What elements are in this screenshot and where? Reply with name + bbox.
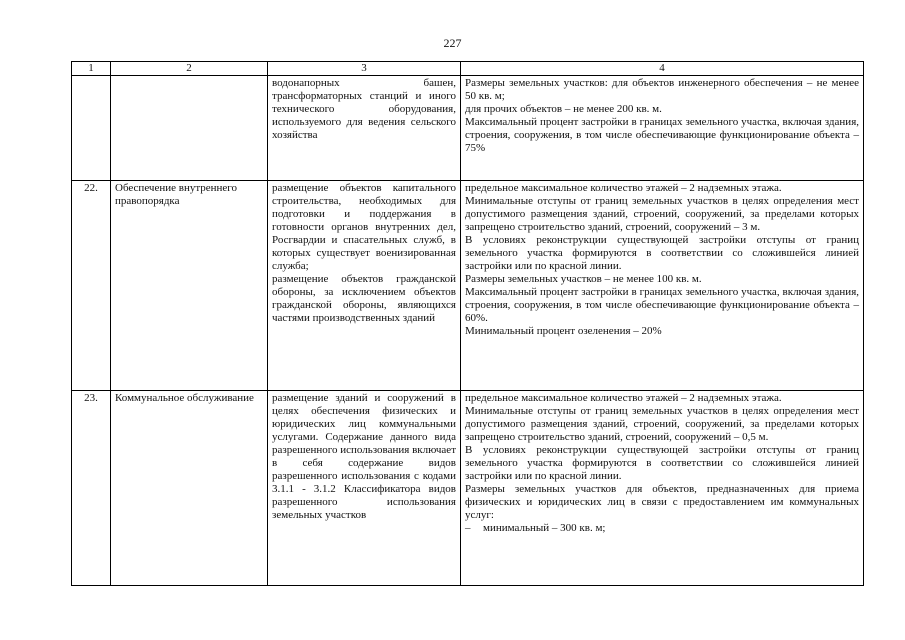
row-number <box>72 76 111 181</box>
use-parameters <box>461 391 864 586</box>
row-number: 22. <box>72 181 111 391</box>
table-row <box>72 76 864 181</box>
parameter-paragraph: Размеры земельных участков – не менее 100 кв. м. <box>465 273 702 285</box>
use-description <box>268 76 461 181</box>
row-number: 23. <box>72 391 111 586</box>
description-paragraph: размещение объектов капитального строительства, необходимых для подготовки и поддержания в готовности органов внутренних дел, Росгвардии и спасательных служб, в которых существует военизированная служба; <box>272 182 456 272</box>
use-type-name: Обеспечение внутреннего правопорядка <box>111 181 268 391</box>
description-paragraph: размещение зданий и сооружений в целях обеспечения физических и юридических лиц коммунальными услугами. Содержание данного вида разрешенного использования включает в себя содержание видов разрешенного использования с кодами 3.1.1 - 3.1.2 Классификатора видов разрешенного использования земельных участков <box>272 392 456 521</box>
parameter-paragraph: Минимальные отступы от границ земельных участков в целях определения мест допустимого размещения зданий, строений, сооружений, за пределами которых запрещено строительство зданий, строений, сооружений – 0,5 м. <box>465 405 859 443</box>
parameter-paragraph: Максимальный процент застройки в границах земельного участка, включая здания, строения, сооружения, в том числе обеспечивающие функционирование объекта – 75% <box>465 116 859 154</box>
use-parameters <box>461 76 864 181</box>
list-item <box>465 522 859 535</box>
parameter-paragraph: Минимальный процент озеленения – 20% <box>465 325 662 337</box>
header-cell-3: 3 <box>268 62 461 76</box>
list-item-text: минимальный – 300 кв. м; <box>483 522 606 534</box>
parameter-paragraph: В условиях реконструкции существующей застройки отступы от границ земельного участка формируются в соответствии со сложившейся линией застройки или по красной линии. <box>465 444 859 482</box>
header-cell-2: 2 <box>111 62 268 76</box>
parameter-paragraph: Максимальный процент застройки в границах земельного участка, включая здания, строения, сооружения, в том числе обеспечивающие функционирование объекта – 60%. <box>465 286 859 324</box>
list-dash: – <box>465 522 471 534</box>
page-number: 227 <box>443 36 462 50</box>
zoning-table <box>71 61 864 586</box>
parameter-paragraph: Размеры земельных участков для объектов, предназначенных для приема физических и юридических лиц в связи с предоставлением им коммунальных услуг: <box>465 483 859 521</box>
parameter-paragraph: В условиях реконструкции существующей застройки отступы от границ земельного участка формируются в соответствии со сложившейся линией застройки или по красной линии. <box>465 234 859 272</box>
table-header-row <box>72 62 864 76</box>
parameter-paragraph: Минимальные отступы от границ земельных участков в целях определения мест допустимого размещения зданий, строений, сооружений, за пределами которых запрещено строительство зданий, строений, сооружений – 3 м. <box>465 195 859 233</box>
description-paragraph: водонапорных башен, трансформаторных станций и иного технического оборудования, используемого для ведения сельского хозяйства <box>272 77 456 141</box>
table-row <box>72 391 864 586</box>
use-type-name: Коммунальное обслуживание <box>111 391 268 586</box>
table-row <box>72 181 864 391</box>
parameter-paragraph: для прочих объектов – не менее 200 кв. м. <box>465 103 662 115</box>
use-description <box>268 391 461 586</box>
use-description <box>268 181 461 391</box>
parameter-paragraph: Размеры земельных участков: для объектов инженерного обеспечения – не менее 50 кв. м; <box>465 77 859 102</box>
header-cell-4: 4 <box>461 62 864 76</box>
header-cell-1: 1 <box>72 62 111 76</box>
parameter-paragraph: предельное максимальное количество этажей – 2 надземных этажа. <box>465 182 782 194</box>
description-paragraph: размещение объектов гражданской обороны, за исключением объектов гражданской обороны, являющихся частями производственных зданий <box>272 273 456 324</box>
parameter-paragraph: предельное максимальное количество этажей – 2 надземных этажа. <box>465 392 782 404</box>
use-parameters <box>461 181 864 391</box>
use-type-name <box>111 76 268 181</box>
